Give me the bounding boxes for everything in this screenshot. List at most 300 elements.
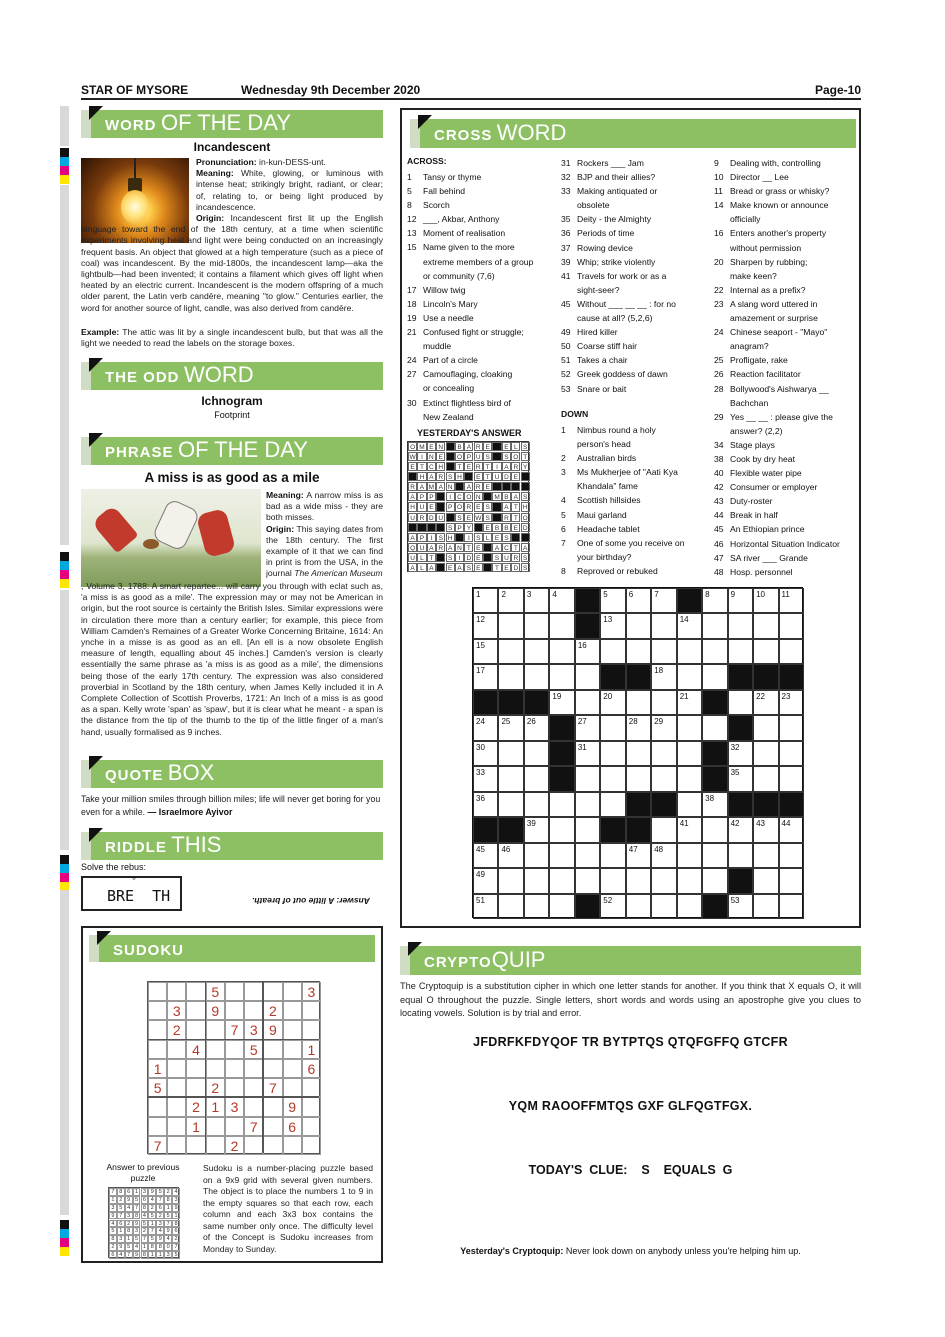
clue-line xyxy=(561,465,709,479)
sudoku-cell[interactable] xyxy=(225,1001,244,1020)
crossword-black-cell xyxy=(677,588,702,613)
crossword-cell[interactable] xyxy=(779,894,804,919)
answer-cell: H xyxy=(436,462,445,471)
crossword-cell[interactable] xyxy=(753,715,778,740)
crossword-cell[interactable] xyxy=(677,664,702,689)
answer-cell xyxy=(511,482,520,491)
clue-number xyxy=(561,479,577,493)
sudoku-cell[interactable] xyxy=(167,1117,186,1136)
crossword-cell[interactable]: 53 xyxy=(728,894,753,919)
crossword-cell[interactable] xyxy=(600,792,625,817)
sudoku-cell[interactable]: 2 xyxy=(206,1078,225,1097)
clue-line xyxy=(407,198,555,212)
crossword-cell[interactable]: 44 xyxy=(779,817,804,842)
sudoku-cell[interactable] xyxy=(167,982,186,1001)
sudoku-cell[interactable] xyxy=(263,1136,282,1155)
clue-number: 9 xyxy=(714,158,719,168)
sudoku-cell[interactable] xyxy=(263,1117,282,1136)
answer-cell: E xyxy=(483,442,492,451)
crossword-cell[interactable] xyxy=(677,843,702,868)
crossword-cell[interactable] xyxy=(677,766,702,791)
crossword-cell[interactable]: 46 xyxy=(498,843,523,868)
riddle-header: RIDDLE THIS xyxy=(81,832,383,860)
crossword-cell[interactable]: 38 xyxy=(702,792,727,817)
sudoku-cell[interactable] xyxy=(225,982,244,1001)
crossword-cell[interactable]: 41 xyxy=(677,817,702,842)
clue-text: Moment of realisation xyxy=(423,228,506,239)
sudoku-cell[interactable] xyxy=(186,982,205,1001)
crossword-cell[interactable]: 17 xyxy=(473,664,498,689)
sudoku-cell[interactable] xyxy=(302,1117,321,1136)
crossword-cell[interactable]: 14 xyxy=(677,613,702,638)
answer-sudoku-cell: 6 xyxy=(172,1227,180,1235)
crossword-cell[interactable] xyxy=(600,741,625,766)
sudoku-cell[interactable] xyxy=(148,1020,167,1039)
sudoku-cell[interactable]: 5 xyxy=(206,982,225,1001)
crossword-cell[interactable]: 16 xyxy=(575,639,600,664)
clue-number: 38 xyxy=(714,453,724,464)
answer-cell: E xyxy=(464,462,473,471)
answer-sudoku-cell: 8 xyxy=(109,1235,117,1243)
sudoku-cell[interactable] xyxy=(302,1001,321,1020)
crossword-cell[interactable]: 6 xyxy=(626,588,651,613)
sudoku-cell[interactable] xyxy=(244,1078,263,1097)
crossword-cell[interactable] xyxy=(677,868,702,893)
crossword-cell[interactable] xyxy=(498,741,523,766)
crossword-cell[interactable] xyxy=(753,639,778,664)
clue-line xyxy=(561,550,709,564)
answer-sudoku-cell: 2 xyxy=(148,1204,156,1212)
corner-mark-icon xyxy=(97,931,111,945)
sudoku-cell[interactable] xyxy=(225,1059,244,1078)
clue-number: 27 xyxy=(407,369,417,380)
word-of-day-body-top: Pronunciation: in-kun-DESS-unt. Meaning: White, glowing, or luminous with intense heat; strikingly bright, radiant, or clear; of, relating to, or being light produced by incandescence. xyxy=(196,157,383,212)
sudoku-cell[interactable]: 2 xyxy=(167,1020,186,1039)
rebus-box xyxy=(81,876,182,911)
crossword-cell[interactable]: 30 xyxy=(473,741,498,766)
crossword-cell[interactable] xyxy=(779,613,804,638)
sudoku-cell[interactable] xyxy=(148,1001,167,1020)
crossword-cell[interactable] xyxy=(677,715,702,740)
crossword-cell[interactable] xyxy=(626,868,651,893)
crossword-cell[interactable]: 3 xyxy=(524,588,549,613)
crossword-cell[interactable] xyxy=(626,894,651,919)
crossword-cell[interactable] xyxy=(753,894,778,919)
clue-text: Director __ Lee xyxy=(730,172,789,183)
crossword-cell[interactable] xyxy=(600,715,625,740)
crossword-cell[interactable]: 43 xyxy=(753,817,778,842)
cryptoquip-line-1: JFDRFKFDYQOF TR BYTPTQS QTQFGFFQ GTCFR xyxy=(473,1035,788,1049)
crossword-cell[interactable] xyxy=(524,843,549,868)
sudoku-cell[interactable]: 6 xyxy=(302,1059,321,1078)
sudoku-cell[interactable] xyxy=(263,982,282,1001)
crossword-cell[interactable] xyxy=(753,843,778,868)
sudoku-cell[interactable] xyxy=(244,1136,263,1155)
sudoku-cell[interactable]: 2 xyxy=(263,1001,282,1020)
crossword-cell[interactable]: 24 xyxy=(473,715,498,740)
clue-text: your birthday? xyxy=(577,551,632,562)
crossword-cell[interactable] xyxy=(779,741,804,766)
crossword-cell[interactable]: 28 xyxy=(626,715,651,740)
sudoku-cell[interactable] xyxy=(302,1078,321,1097)
sudoku-cell[interactable] xyxy=(167,1136,186,1155)
answer-cell: T xyxy=(511,502,520,511)
sudoku-cell[interactable] xyxy=(244,982,263,1001)
crossword-cell[interactable] xyxy=(702,639,727,664)
crossword-cell[interactable] xyxy=(651,817,676,842)
crossword-cell[interactable]: 25 xyxy=(498,715,523,740)
crossword-cell[interactable]: 5 xyxy=(600,588,625,613)
crossword-cell[interactable] xyxy=(575,766,600,791)
crossword-cell[interactable] xyxy=(626,613,651,638)
crossword-cell[interactable] xyxy=(779,843,804,868)
clue-number xyxy=(407,381,423,395)
clue-text: cause at all? (5,2,6) xyxy=(577,313,653,324)
answer-sudoku-cell: 2 xyxy=(164,1188,172,1196)
sudoku-cell[interactable]: 3 xyxy=(167,1001,186,1020)
sudoku-cell[interactable] xyxy=(302,1097,321,1116)
crossword-cell[interactable] xyxy=(498,613,523,638)
crossword-cell[interactable]: 18 xyxy=(651,664,676,689)
answer-cell xyxy=(436,523,445,532)
answer-cell xyxy=(455,482,464,491)
sudoku-cell[interactable] xyxy=(206,1117,225,1136)
answer-sudoku-cell: 1 xyxy=(148,1220,156,1228)
crossword-cell[interactable]: 29 xyxy=(651,715,676,740)
crossword-cell[interactable]: 8 xyxy=(702,588,727,613)
clue-number: 18 xyxy=(407,298,417,309)
sudoku-cell[interactable]: 7 xyxy=(225,1020,244,1039)
clue-number: 45 xyxy=(561,298,571,309)
answer-sudoku-cell: 1 xyxy=(109,1196,117,1204)
sudoku-cell[interactable] xyxy=(167,1059,186,1078)
down-label: DOWN xyxy=(561,409,589,419)
crossword-cell[interactable]: 23 xyxy=(779,690,804,715)
sudoku-cell[interactable]: 1 xyxy=(302,1040,321,1059)
clue-text: Internal as a prefix? xyxy=(730,284,806,295)
clue-number xyxy=(714,424,730,438)
crossword-cell[interactable]: 10 xyxy=(753,588,778,613)
sudoku-cell[interactable] xyxy=(148,1040,167,1059)
crossword-cell[interactable] xyxy=(498,639,523,664)
crossword-cell[interactable] xyxy=(549,639,574,664)
sudoku-cell[interactable]: 6 xyxy=(283,1117,302,1136)
answer-sudoku-cell: 4 xyxy=(125,1204,133,1212)
answer-cell: U xyxy=(436,513,445,522)
sudoku-cell[interactable] xyxy=(186,1078,205,1097)
crossword-black-cell xyxy=(524,690,549,715)
sudoku-cell[interactable]: 5 xyxy=(244,1040,263,1059)
crossword-cell[interactable]: 13 xyxy=(600,613,625,638)
sudoku-cell[interactable]: 3 xyxy=(225,1097,244,1116)
sudoku-cell[interactable]: 3 xyxy=(244,1020,263,1039)
crossword-cell[interactable] xyxy=(753,741,778,766)
crossword-cell[interactable]: 33 xyxy=(473,766,498,791)
sudoku-cell[interactable]: 5 xyxy=(148,1078,167,1097)
crossword-cell[interactable]: 21 xyxy=(677,690,702,715)
crossword-cell[interactable] xyxy=(702,868,727,893)
crossword-cell[interactable] xyxy=(549,868,574,893)
crossword-cell[interactable]: 12 xyxy=(473,613,498,638)
sudoku-cell[interactable] xyxy=(283,1078,302,1097)
crossword-cell[interactable] xyxy=(651,613,676,638)
sudoku-cell[interactable] xyxy=(225,1078,244,1097)
clue-line xyxy=(561,198,709,212)
answer-cell: A xyxy=(408,563,417,572)
crossword-cell[interactable]: 35 xyxy=(728,766,753,791)
clue-number: 4 xyxy=(561,495,566,506)
clue-number: 13 xyxy=(407,228,417,239)
clue-text: anagram? xyxy=(730,341,769,352)
sudoku-cell[interactable] xyxy=(283,982,302,1001)
sudoku-cell[interactable] xyxy=(244,1059,263,1078)
crossword-cell[interactable] xyxy=(753,613,778,638)
crossword-cell[interactable] xyxy=(549,817,574,842)
crossword-black-cell xyxy=(702,894,727,919)
sudoku-cell[interactable] xyxy=(206,1136,225,1155)
crossword-cell[interactable]: 20 xyxy=(600,690,625,715)
crossword-cell[interactable]: 9 xyxy=(728,588,753,613)
crossword-cell[interactable] xyxy=(524,766,549,791)
clue-text: Fall behind xyxy=(423,186,466,197)
crossword-cell[interactable]: 32 xyxy=(728,741,753,766)
crossword-cell[interactable] xyxy=(677,639,702,664)
answer-cell: S xyxy=(521,553,530,562)
sudoku-cell[interactable] xyxy=(283,1136,302,1155)
answer-cell: H xyxy=(521,502,530,511)
sudoku-cell[interactable]: 1 xyxy=(148,1059,167,1078)
sudoku-cell[interactable] xyxy=(302,1136,321,1155)
crossword-cell[interactable] xyxy=(498,792,523,817)
clue-number: 8 xyxy=(561,565,566,576)
crossword-cell[interactable] xyxy=(651,766,676,791)
sudoku-cell[interactable] xyxy=(148,1117,167,1136)
crossword-cell[interactable] xyxy=(575,664,600,689)
crossword-cell[interactable] xyxy=(702,817,727,842)
sudoku-cell[interactable] xyxy=(167,1097,186,1116)
crossword-cell[interactable] xyxy=(524,741,549,766)
crossword-cell[interactable] xyxy=(626,690,651,715)
crossword-cell[interactable]: 36 xyxy=(473,792,498,817)
crossword-black-cell xyxy=(575,894,600,919)
sudoku-cell[interactable] xyxy=(186,1001,205,1020)
sudoku-cell[interactable] xyxy=(167,1078,186,1097)
crossword-cell[interactable] xyxy=(702,664,727,689)
clue-number: 21 xyxy=(407,327,417,338)
answer-cell: N xyxy=(446,482,455,491)
sudoku-cell[interactable] xyxy=(302,1020,321,1039)
crossword-cell[interactable] xyxy=(779,639,804,664)
crossword-cell[interactable]: 52 xyxy=(600,894,625,919)
crossword-cell[interactable] xyxy=(702,613,727,638)
crossword-cell[interactable] xyxy=(549,894,574,919)
crossword-cell[interactable] xyxy=(549,843,574,868)
answer-sudoku-cell: 2 xyxy=(117,1196,125,1204)
crossword-cell[interactable] xyxy=(626,741,651,766)
sudoku-cell[interactable]: 3 xyxy=(302,982,321,1001)
clue-text: Horizontal Situation Indicator xyxy=(730,538,840,549)
sudoku-cell[interactable]: 7 xyxy=(244,1117,263,1136)
sudoku-cell[interactable] xyxy=(263,1059,282,1078)
crossword-cell[interactable] xyxy=(600,766,625,791)
answer-cell: S xyxy=(492,553,501,562)
sudoku-cell[interactable]: 7 xyxy=(148,1136,167,1155)
crossword-cell[interactable] xyxy=(549,613,574,638)
crossword-cell[interactable] xyxy=(600,868,625,893)
sudoku-cell[interactable]: 9 xyxy=(263,1020,282,1039)
sudoku-cell[interactable] xyxy=(225,1040,244,1059)
crossword-cell[interactable]: 7 xyxy=(651,588,676,613)
crossword-cell[interactable] xyxy=(549,664,574,689)
crossword-cell[interactable]: 15 xyxy=(473,639,498,664)
crossword-cell[interactable] xyxy=(651,690,676,715)
crossword-cell[interactable] xyxy=(651,741,676,766)
crossword-cell[interactable] xyxy=(575,868,600,893)
sudoku-cell[interactable] xyxy=(186,1136,205,1155)
crossword-cell[interactable] xyxy=(651,868,676,893)
sudoku-cell[interactable]: 2 xyxy=(186,1097,205,1116)
clue-number: 5 xyxy=(407,186,412,197)
crossword-cell[interactable] xyxy=(779,868,804,893)
crossword-cell[interactable] xyxy=(677,894,702,919)
crossword-cell[interactable]: 31 xyxy=(575,741,600,766)
crossword-cell[interactable]: 22 xyxy=(753,690,778,715)
crossword-cell[interactable] xyxy=(626,766,651,791)
crossword-cell[interactable] xyxy=(549,792,574,817)
sudoku-cell[interactable] xyxy=(244,1097,263,1116)
sudoku-cell[interactable] xyxy=(283,1020,302,1039)
clue-text: sight-seer? xyxy=(577,284,620,295)
crossword-cell[interactable]: 42 xyxy=(728,817,753,842)
sudoku-cell[interactable] xyxy=(167,1040,186,1059)
crossword-cell[interactable]: 4 xyxy=(549,588,574,613)
answer-cell: A xyxy=(427,472,436,481)
crossword-cell[interactable]: 1 xyxy=(473,588,498,613)
sudoku-cell[interactable]: 2 xyxy=(225,1136,244,1155)
crossword-cell[interactable] xyxy=(600,843,625,868)
crossword-cell[interactable] xyxy=(575,843,600,868)
sudoku-cell[interactable] xyxy=(283,1001,302,1020)
crossword-cell[interactable]: 26 xyxy=(524,715,549,740)
crossword-cell[interactable] xyxy=(651,894,676,919)
crossword-cell[interactable] xyxy=(524,664,549,689)
crossword-cell[interactable] xyxy=(524,613,549,638)
crossword-cell[interactable] xyxy=(651,639,676,664)
crossword-cell[interactable] xyxy=(677,741,702,766)
sudoku-cell[interactable]: 7 xyxy=(263,1078,282,1097)
sudoku-cell[interactable] xyxy=(186,1020,205,1039)
crossword-cell[interactable] xyxy=(575,792,600,817)
crossword-cell[interactable]: 47 xyxy=(626,843,651,868)
crossword-cell[interactable]: 39 xyxy=(524,817,549,842)
sudoku-cell[interactable] xyxy=(206,1059,225,1078)
answer-sudoku-cell: 8 xyxy=(172,1220,180,1228)
answer-cell: U xyxy=(417,543,426,552)
crossword-cell[interactable] xyxy=(753,868,778,893)
crossword-cell[interactable]: 45 xyxy=(473,843,498,868)
clue-text: obsolete xyxy=(577,200,610,211)
sudoku-cell[interactable] xyxy=(206,1020,225,1039)
sudoku-cell[interactable] xyxy=(225,1117,244,1136)
crossword-cell[interactable] xyxy=(728,613,753,638)
crossword-cell[interactable]: 51 xyxy=(473,894,498,919)
sudoku-cell[interactable]: 4 xyxy=(186,1040,205,1059)
crossword-cell[interactable] xyxy=(524,639,549,664)
sudoku-cell[interactable] xyxy=(283,1059,302,1078)
sudoku-cell[interactable] xyxy=(186,1059,205,1078)
crossword-cell[interactable] xyxy=(728,690,753,715)
crossword-cell[interactable] xyxy=(498,868,523,893)
answer-cell: A xyxy=(408,533,417,542)
crossword-cell[interactable] xyxy=(575,690,600,715)
clue-number: 12 xyxy=(407,214,417,225)
crossword-cell[interactable] xyxy=(702,715,727,740)
sudoku-cell[interactable] xyxy=(263,1040,282,1059)
crossword-cell[interactable] xyxy=(524,868,549,893)
sudoku-cell[interactable] xyxy=(148,1097,167,1116)
crossword-cell[interactable]: 11 xyxy=(779,588,804,613)
crossword-cell[interactable] xyxy=(626,639,651,664)
crossword-cell[interactable]: 27 xyxy=(575,715,600,740)
sudoku-cell[interactable]: 9 xyxy=(206,1001,225,1020)
answer-cell: R xyxy=(464,502,473,511)
crossword-cell[interactable] xyxy=(498,894,523,919)
clue-text: muddle xyxy=(423,341,452,352)
sudoku-cell[interactable]: 9 xyxy=(283,1097,302,1116)
crossword-cell[interactable] xyxy=(779,766,804,791)
sudoku-cell[interactable] xyxy=(263,1097,282,1116)
crossword-cell[interactable] xyxy=(524,792,549,817)
crossword-cell[interactable]: 49 xyxy=(473,868,498,893)
clue-line xyxy=(561,423,709,437)
sudoku-cell[interactable] xyxy=(206,1040,225,1059)
sudoku-cell[interactable] xyxy=(148,982,167,1001)
crossword-cell[interactable] xyxy=(779,715,804,740)
answer-cell: B xyxy=(455,442,464,451)
clue-text: Part of a circle xyxy=(423,355,478,366)
crossword-cell[interactable]: 2 xyxy=(498,588,523,613)
answer-sudoku-cell: 8 xyxy=(164,1196,172,1204)
answer-cell xyxy=(502,482,511,491)
crossword-cell[interactable] xyxy=(702,843,727,868)
crossword-cell[interactable] xyxy=(498,766,523,791)
crossword-cell[interactable] xyxy=(753,766,778,791)
crossword-cell[interactable] xyxy=(728,639,753,664)
answer-sudoku-cell: 9 xyxy=(148,1188,156,1196)
sudoku-cell[interactable]: 1 xyxy=(186,1117,205,1136)
crossword-cell[interactable]: 19 xyxy=(549,690,574,715)
answer-sudoku-cell: 6 xyxy=(109,1251,117,1259)
crossword-cell[interactable] xyxy=(575,817,600,842)
sudoku-cell[interactable]: 1 xyxy=(206,1097,225,1116)
answer-cell: Y xyxy=(464,523,473,532)
crossword-cell[interactable]: 48 xyxy=(651,843,676,868)
color-registration-mark xyxy=(60,855,69,891)
sudoku-cell[interactable] xyxy=(244,1001,263,1020)
crossword-cell[interactable] xyxy=(524,894,549,919)
answer-cell xyxy=(427,523,436,532)
answer-sudoku-cell: 9 xyxy=(133,1220,141,1228)
clue-line xyxy=(714,396,856,410)
answer-cell: I xyxy=(446,492,455,501)
answer-cell: P xyxy=(446,502,455,511)
sudoku-cell[interactable] xyxy=(283,1040,302,1059)
crossword-cell[interactable] xyxy=(728,843,753,868)
crossword-cell[interactable] xyxy=(600,639,625,664)
crossword-cell[interactable] xyxy=(498,664,523,689)
answer-sudoku-cell: 4 xyxy=(141,1212,149,1220)
crossword-cell[interactable] xyxy=(677,792,702,817)
